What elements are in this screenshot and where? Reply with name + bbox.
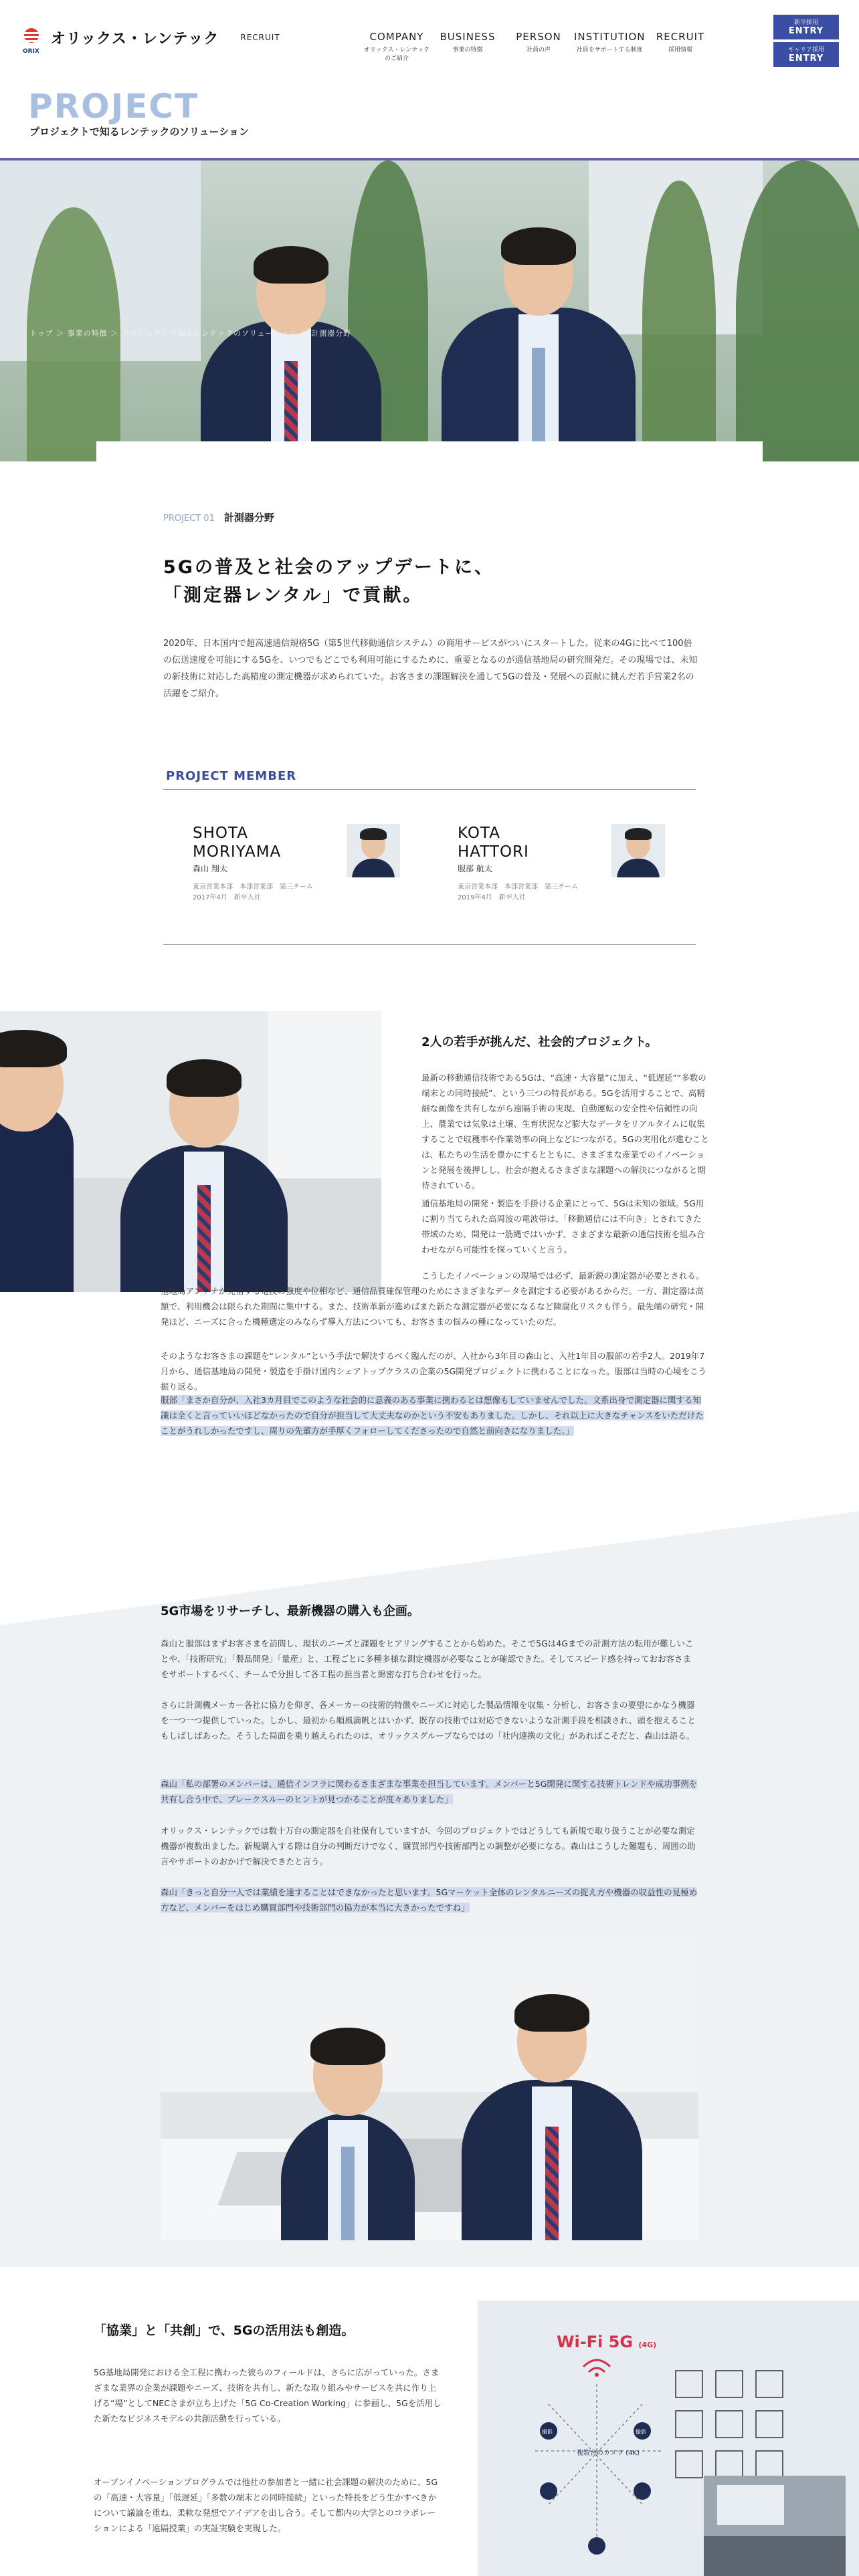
section1-paragraph-4: そのようなお客さまの課題を“レンタル”という手法で解決するべく臨んだのが、入社から3年目の森山と、入社1年目の服部の若手2人。2019年7月から、通信基地局の開発・製造を手掛け国内シェアトップクラスの企業の5G開発プロジェクトに携わることになった。服部は当時の心境をこう振り返る。 xyxy=(161,1351,707,1392)
nav-company-en: COMPANY xyxy=(369,31,424,43)
person-left xyxy=(201,241,381,461)
desk-icon xyxy=(676,2451,702,2478)
person-right xyxy=(442,221,636,461)
member-joined: 2019年4月 新卒入社 xyxy=(458,894,526,901)
section2-photo xyxy=(161,1938,698,2240)
member-divider-bottom xyxy=(163,944,696,945)
section3-paragraph-1: 5G基地局開発における全工程に携わった彼らのフィールドは、さらに広がっていった。さまざまな業界の企業が課題やニーズ、技術を共有し、新たな取り組みやサービスを共に作り上げる“場”としてNECさまが立ち上げた「5G Co-Creation Working」に参画し、5Gを活用した新たなビジネスモデルの共創活動を行っている。 xyxy=(94,2367,442,2424)
nav-company[interactable] xyxy=(361,31,432,62)
camera-label: 複数台のカメラ (4K) xyxy=(577,2450,640,2457)
student-desks xyxy=(676,2371,783,2478)
desk-icon xyxy=(756,2411,783,2438)
section3-title: 「協業」と「共創」で、5Gの活用法も創造。 xyxy=(94,2323,355,2338)
global-nav xyxy=(361,31,716,62)
nav-recruit-jp: 採用情報 xyxy=(668,47,692,53)
member-last-en: MORIYAMA xyxy=(193,843,282,861)
nav-person-jp: 社員の声 xyxy=(526,47,551,53)
member-dept xyxy=(193,882,413,903)
desk-icon xyxy=(716,2411,743,2438)
member-dept xyxy=(458,882,678,903)
site-header xyxy=(0,0,859,87)
section1-quote xyxy=(161,1392,709,1438)
member-dept-name: 東京営業本部 本部営業部 第三チーム xyxy=(193,883,313,891)
desk-icon xyxy=(716,2451,743,2478)
node-label: 撮影 xyxy=(636,2429,646,2435)
member-joined: 2017年4月 新卒入社 xyxy=(193,894,261,901)
member-divider-top xyxy=(163,789,696,790)
career-entry-button[interactable] xyxy=(773,42,839,67)
project-field: 計測器分野 xyxy=(223,512,274,524)
member-name-jp: 服部 航太 xyxy=(458,864,492,873)
section1-paragraph-2: 通信基地局の開発・製造を手掛ける企業にとって、5Gは未知の領域。5G用に割り当てられた高周波の電波帯は、「移動通信には不向き」とされてきた帯域のため、開発は一筋縄ではいかず、さまざまな最新の通信技術を組み合わせながら可能性を探っていくと言う。 xyxy=(421,1198,705,1255)
nav-institution-jp: 社員をサポートする制度 xyxy=(576,47,643,53)
catch-line-1: 5Gの普及と社会のアップデートに、 xyxy=(163,557,495,578)
career-entry-small: キャリア採用 xyxy=(787,47,824,53)
nav-recruit[interactable] xyxy=(645,31,716,62)
section2-title: 5G市場をリサーチし、最新機器の購入も企画。 xyxy=(161,1604,419,1618)
section2-quote-2 xyxy=(161,1885,698,1915)
company-logo[interactable] xyxy=(23,27,280,48)
section1-quote-text: 服部「まさか自分が、入社3カ月目でこのような社会的に意義のある事業に携わるとは想像もしていませんでした。文系出身で測定器に関する知識は全くと言っていいほどなかったので自分が担当して大丈夫なのかという不安もありました。しかし、それ以上に大きなチャンスをいただけたことがうれしかったですし、周りの先輩方が手厚くフォローしてくださったので自然と前向きになりました。」 xyxy=(161,1395,704,1436)
section2-quote-1-text: 森山「私の部署のメンバーは、通信インフラに関わるさまざまな事業を担当しています。メンバーと5G開発に関する技術トレンドや成功事例を共有し合う中で、ブレークスルーのヒントが見つかることが度々ありました」 xyxy=(161,1779,698,1804)
hero-photo xyxy=(0,160,859,461)
nav-institution[interactable] xyxy=(574,31,645,62)
career-entry-label: ENTRY xyxy=(788,53,824,64)
project-number: PROJECT 01 xyxy=(163,514,215,524)
breadcrumb: トップ ＞ 事業の特徴 ＞ プロジェクトで知るレンテックのソリューション ＞ 計測器分野 xyxy=(29,329,352,338)
wifi-signal-icon xyxy=(583,2360,610,2377)
intro-card xyxy=(96,441,763,963)
logo-text: オリックス・レンテック xyxy=(51,30,219,47)
entry-buttons xyxy=(773,15,839,67)
desk-icon xyxy=(756,2371,783,2397)
nav-recruit-en: RECRUIT xyxy=(656,31,705,43)
nav-person[interactable] xyxy=(503,31,574,62)
catch-line-2: 「測定器レンタル」で貢献。 xyxy=(163,585,423,606)
wifi-5g-text: Wi-Fi 5G xyxy=(557,2333,634,2351)
section2-paragraph-1: 森山と服部はまずお客さまを訪問し、現状のニーズと課題をヒアリングすることから始めた。そこで5Gは4Gまでの計測方法の転用が難しいことや、「技術研究」「製品開発」「量産」と、工程ごとに多種多様な測定機器が必要なことが確認できた。そしてスピード感を持っておお客さまをサポートするべく、チームで分担して各工程の担当者と綿密な打ち合わせを行った。 xyxy=(161,1638,694,1679)
member-card-hattori xyxy=(458,824,678,903)
desk-icon xyxy=(676,2411,702,2438)
node-label: 撮影 xyxy=(542,2429,553,2435)
section2-paragraph-3: オリックス・レンテックでは数十万台の測定器を自社保有していますが、今回のプロジェクトではどうしても新規で取り扱うことが必要な測定機器が複数出ました。新規購入する際は自分の判断だけでなく、購買部門や技術部門との調整が必要になる。森山はこうした難題も、周囲の助言やサポートのおかげで解決できたと言う。 xyxy=(161,1826,696,1866)
camera-node-icon xyxy=(634,2482,651,2500)
desk-icon xyxy=(676,2371,702,2397)
nav-business-en: BUSINESS xyxy=(440,31,496,43)
section1-title: 2人の若手が挑んだ、社会的プロジェクト。 xyxy=(421,1035,658,1049)
page-title: PROJECT xyxy=(28,87,199,126)
section1-photo xyxy=(0,1011,381,1292)
new-grad-entry-small: 新卒採用 xyxy=(793,19,818,26)
nav-business[interactable] xyxy=(432,31,503,62)
section3-photo xyxy=(704,2476,846,2576)
nav-company-jp: オリックス・レンテックのご紹介 xyxy=(363,47,430,62)
section2-quote-1 xyxy=(161,1776,698,1807)
member-dept-name: 東京営業本部 本部営業部 第三チーム xyxy=(458,883,578,891)
desk-icon xyxy=(716,2371,743,2397)
desk-icon xyxy=(756,2451,783,2478)
page-subtitle: プロジェクトで知るレンテックのソリューション xyxy=(29,126,249,138)
camera-node-icon xyxy=(588,2537,605,2555)
wifi-5g-sub: (4G) xyxy=(638,2341,657,2349)
new-grad-entry-button[interactable] xyxy=(773,15,839,39)
orix-logo-icon xyxy=(23,27,44,48)
logo-mark-text: ORIX xyxy=(23,48,39,55)
section1-paragraph-1: 最新の移動通信技術である5Gは、“高速・大容量”に加え、“低遅延”“多数の端末との同時接続”、という三つの特長がある。5Gを活用することで、高精細な画像を共有しながら遠隔手術の実現、自動運転の安全性や信頼性の向上、農業では気象は土壌、生育状況など膨大なデータをリアルタイムに収集することで収穫率や作業効率の向上などにつながる。5Gの実用化が進むことは、私たちの生活を豊かにするとともに、さまざまな産業でのイノベーションと発展を後押しし、社会が抱えるさまざまな課題への解決につながると期待されている。 xyxy=(421,1073,709,1190)
member-name-jp: 森山 翔太 xyxy=(193,864,227,873)
section2-quote-2-text: 森山「きっと自分一人では業績を達することはできなかったと思います。5Gマーケット全体のレンタルニーズの捉え方や機器の収益性の見極め方など、メンバーをはじめ購買部門や技術部門の協力が本当に大きかったですね」 xyxy=(161,1887,698,1913)
camera-node-icon xyxy=(540,2482,557,2500)
member-photo xyxy=(611,824,665,877)
wifi-5g-label xyxy=(557,2333,656,2351)
member-card-moriyama xyxy=(193,824,413,903)
member-last-en: HATTORI xyxy=(458,843,529,861)
nav-business-jp: 事業の特徴 xyxy=(452,47,483,53)
nav-person-en: PERSON xyxy=(516,31,561,43)
project-lead: 2020年、日本国内で超高速通信規格5G（第5世代移動通信システム）の商用サービスがついにスタートした。従来の4Gに比べて100倍の伝送速度を可能にする5Gを、いつでもどこでも利用可能にするために、重要となるのが通信基地局の研究開発だ。その現場では、未知の新技術に対応した高精度の測定機器が求められていた。お客さまの課題解決を通して5Gの普及・発展への貢献に挑んだ若手営業2名の活躍をご紹介。 xyxy=(163,639,698,699)
member-first-en: KOTA xyxy=(458,825,500,842)
nav-institution-en: INSTITUTION xyxy=(574,31,646,43)
project-catch xyxy=(163,554,494,610)
member-photo xyxy=(347,824,400,877)
section2-paragraph-2: さらに計測機メーカー各社に協力を仰ぎ、各メーカーの技術的特徴やニーズに対応した製品情報を収集・分析し、お客さまの要望にかなう機器を一つ一つ提供していった。しかし、最初から順風満帆とはいかず、既存の技術では対応できないような計測手段を相談され、頭を抱えることもしばしばあった。そうした局面を乗り越えられたのは、オリックスグループならではの「社内連携の文化」があればこそだと、森山は語る。 xyxy=(161,1700,696,1741)
new-grad-entry-label: ENTRY xyxy=(788,26,824,36)
project-label xyxy=(163,510,274,524)
logo-sub: RECRUIT xyxy=(240,33,280,42)
section1-paragraph-3: こうしたイノベーションの現場では必ず、最新鋭の測定器が必要とされる。基地局アンテナが発信する電波の強度や位相など、通信品質確保管理のためにさまざまなデータを測定する必要があるからだ。一方、測定器は高額で、利用機会は限られた期間に集中する。また、技術革新が進めばまた新たな測定器が必要になるなど陳腐化リスクも伴う。最先端の研究・開発ほど、ニーズに合った機種選定のみならず導入方法についても、お客さまの悩みの種になっていたのだ。 xyxy=(161,1271,704,1327)
member-title: PROJECT MEMBER xyxy=(166,769,297,783)
section3-paragraph-2: オープンイノベーションプログラムでは他社の参加者と一緒に社会課題の解決のために、5Gの「高速・大容量」「低遅延」「多数の端末との同時接続」といった特長をどう生かすべきかについて議論を重ね、柔軟な発想でアイデアを出し合う。そして都内の大学とのコラボレーションによる「遠隔授業」の実証実験を実現した。 xyxy=(94,2477,438,2533)
member-first-en: SHOTA xyxy=(193,825,248,842)
